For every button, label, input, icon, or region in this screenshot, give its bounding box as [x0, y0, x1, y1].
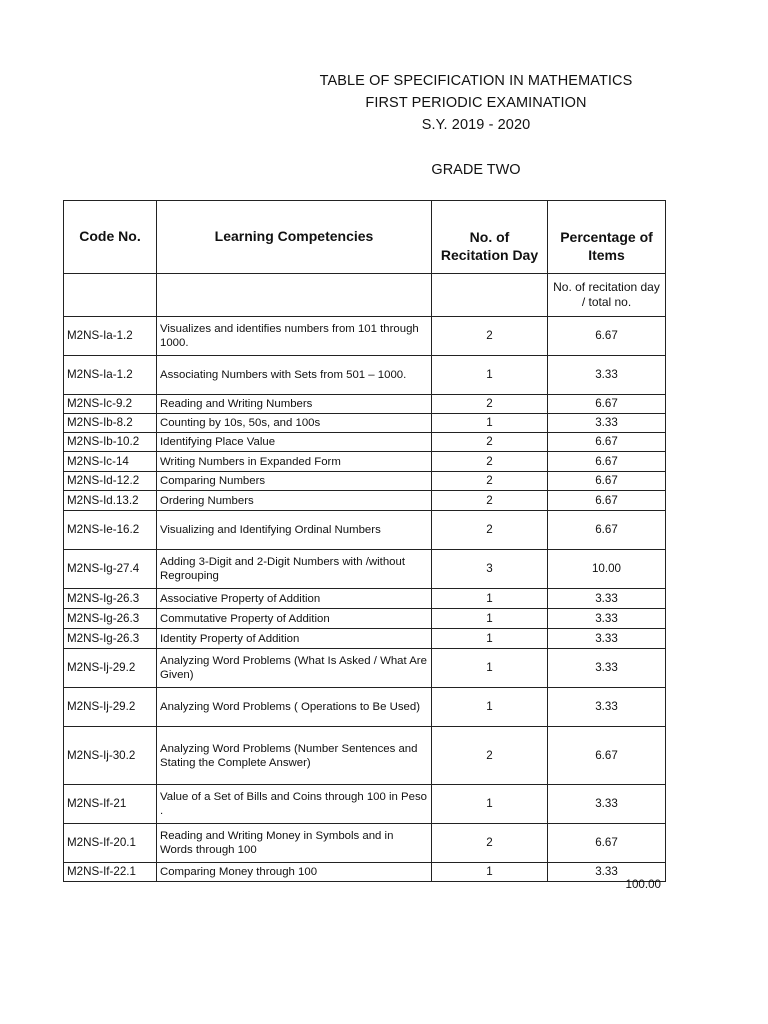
- code-cell: M2NS-Ij-29.2: [64, 649, 157, 688]
- days-cell: 2: [432, 472, 548, 491]
- table-row: [64, 511, 666, 550]
- code-cell: M2NS-If-21: [64, 785, 157, 824]
- code-cell: M2NS-Ie-16.2: [64, 511, 157, 550]
- table-row: [64, 589, 666, 609]
- code-cell: M2NS-Ib-10.2: [64, 433, 157, 452]
- competency-cell: Comparing Money through 100: [157, 863, 432, 882]
- table-row: [64, 785, 666, 824]
- code-cell: M2NS-Ic-14: [64, 452, 157, 472]
- table-row: [64, 356, 666, 395]
- formula-note: No. of recitation day / total no.: [548, 274, 666, 317]
- code-cell: M2NS-Id.13.2: [64, 491, 157, 511]
- table-row: [64, 414, 666, 433]
- percentage-cell: 6.67: [548, 727, 666, 785]
- competency-cell: Visualizes and identifies numbers from 101 through 1000.: [157, 317, 432, 356]
- percentage-cell: 3.33: [548, 356, 666, 395]
- percentage-cell: 6.67: [548, 433, 666, 452]
- document-title: [300, 70, 652, 136]
- code-cell: M2NS-Id-12.2: [64, 472, 157, 491]
- formula-row: [64, 274, 666, 317]
- header-percentage: Percentage of Items: [548, 201, 666, 274]
- table-row: [64, 550, 666, 589]
- code-cell: M2NS-Ic-9.2: [64, 395, 157, 414]
- code-cell: M2NS-Ij-29.2: [64, 688, 157, 727]
- competency-cell: Analyzing Word Problems (What Is Asked / What Are Given): [157, 649, 432, 688]
- competency-cell: Analyzing Word Problems ( Operations to Be Used): [157, 688, 432, 727]
- code-cell: M2NS-If-20.1: [64, 824, 157, 863]
- code-cell: M2NS-Ig-26.3: [64, 609, 157, 629]
- table-header-row: [64, 201, 666, 274]
- days-cell: 2: [432, 452, 548, 472]
- percentage-cell: 6.67: [548, 511, 666, 550]
- table-row: [64, 491, 666, 511]
- table-row: [64, 472, 666, 491]
- competency-cell: Identity Property of Addition: [157, 629, 432, 649]
- code-cell: M2NS-Ib-8.2: [64, 414, 157, 433]
- code-cell: M2NS-Ig-26.3: [64, 629, 157, 649]
- days-cell: 2: [432, 317, 548, 356]
- percentage-cell: 10.00: [548, 550, 666, 589]
- competency-cell: Adding 3-Digit and 2-Digit Numbers with /without Regrouping: [157, 550, 432, 589]
- table-row: [64, 433, 666, 452]
- days-cell: 1: [432, 589, 548, 609]
- header-competency: Learning Competencies: [157, 201, 432, 274]
- competency-cell: Counting by 10s, 50s, and 100s: [157, 414, 432, 433]
- code-cell: M2NS-Ij-30.2: [64, 727, 157, 785]
- days-cell: 1: [432, 649, 548, 688]
- title-line-3: S.Y. 2019 - 2020: [421, 117, 531, 133]
- percentage-cell: 3.33: [548, 589, 666, 609]
- specification-table: [63, 200, 666, 882]
- competency-cell: Analyzing Word Problems (Number Sentences and Stating the Complete Answer): [157, 727, 432, 785]
- table-row: [64, 395, 666, 414]
- table-row: [64, 452, 666, 472]
- days-cell: 1: [432, 688, 548, 727]
- table-row: [64, 317, 666, 356]
- competency-cell: Associative Property of Addition: [157, 589, 432, 609]
- table-row: [64, 609, 666, 629]
- header-recitation-days: No. of Recitation Day: [432, 201, 548, 274]
- competency-cell: Writing Numbers in Expanded Form: [157, 452, 432, 472]
- competency-cell: Value of a Set of Bills and Coins through 100 in Peso .: [157, 785, 432, 824]
- percentage-cell: 3.33: [548, 649, 666, 688]
- title-line-2: FIRST PERIODIC EXAMINATION: [365, 95, 587, 111]
- table-row: [64, 727, 666, 785]
- percentage-cell: 6.67: [548, 824, 666, 863]
- table-row: [64, 688, 666, 727]
- competency-cell: Associating Numbers with Sets from 501 – 1000.: [157, 356, 432, 395]
- code-cell: M2NS-Ig-26.3: [64, 589, 157, 609]
- title-line-1: TABLE OF SPECIFICATION IN MATHEMATICS: [319, 73, 633, 89]
- days-cell: 1: [432, 785, 548, 824]
- percentage-cell: 3.33: [548, 785, 666, 824]
- table-row: [64, 824, 666, 863]
- days-cell: 2: [432, 433, 548, 452]
- percentage-cell: 6.67: [548, 395, 666, 414]
- grade-level: GRADE TWO: [431, 162, 521, 178]
- table-row: [64, 629, 666, 649]
- percentage-cell: 6.67: [548, 472, 666, 491]
- formula-empty-cell: [64, 274, 157, 317]
- days-cell: 1: [432, 356, 548, 395]
- competency-cell: Commutative Property of Addition: [157, 609, 432, 629]
- days-cell: 2: [432, 511, 548, 550]
- days-cell: 2: [432, 491, 548, 511]
- table-row: [64, 649, 666, 688]
- days-cell: 3: [432, 550, 548, 589]
- total-percentage: 100.00: [625, 878, 661, 891]
- competency-cell: Reading and Writing Numbers: [157, 395, 432, 414]
- percentage-cell: 3.33: [548, 863, 666, 882]
- percentage-cell: 3.33: [548, 609, 666, 629]
- percentage-cell: 3.33: [548, 414, 666, 433]
- code-cell: M2NS-If-22.1: [64, 863, 157, 882]
- competency-cell: Visualizing and Identifying Ordinal Numbers: [157, 511, 432, 550]
- competency-cell: Comparing Numbers: [157, 472, 432, 491]
- code-cell: M2NS-Ia-1.2: [64, 317, 157, 356]
- competency-cell: Ordering Numbers: [157, 491, 432, 511]
- days-cell: 1: [432, 609, 548, 629]
- days-cell: 2: [432, 727, 548, 785]
- days-cell: 1: [432, 863, 548, 882]
- days-cell: 2: [432, 395, 548, 414]
- code-cell: M2NS-Ia-1.2: [64, 356, 157, 395]
- percentage-cell: 6.67: [548, 317, 666, 356]
- days-cell: 1: [432, 629, 548, 649]
- percentage-cell: 6.67: [548, 452, 666, 472]
- days-cell: 2: [432, 824, 548, 863]
- percentage-cell: 3.33: [548, 688, 666, 727]
- header-code: Code No.: [64, 201, 157, 274]
- code-cell: M2NS-Ig-27.4: [64, 550, 157, 589]
- formula-empty-cell: [157, 274, 432, 317]
- competency-cell: Identifying Place Value: [157, 433, 432, 452]
- percentage-cell: 6.67: [548, 491, 666, 511]
- competency-cell: Reading and Writing Money in Symbols and in Words through 100: [157, 824, 432, 863]
- formula-empty-cell: [432, 274, 548, 317]
- percentage-cell: 3.33: [548, 629, 666, 649]
- days-cell: 1: [432, 414, 548, 433]
